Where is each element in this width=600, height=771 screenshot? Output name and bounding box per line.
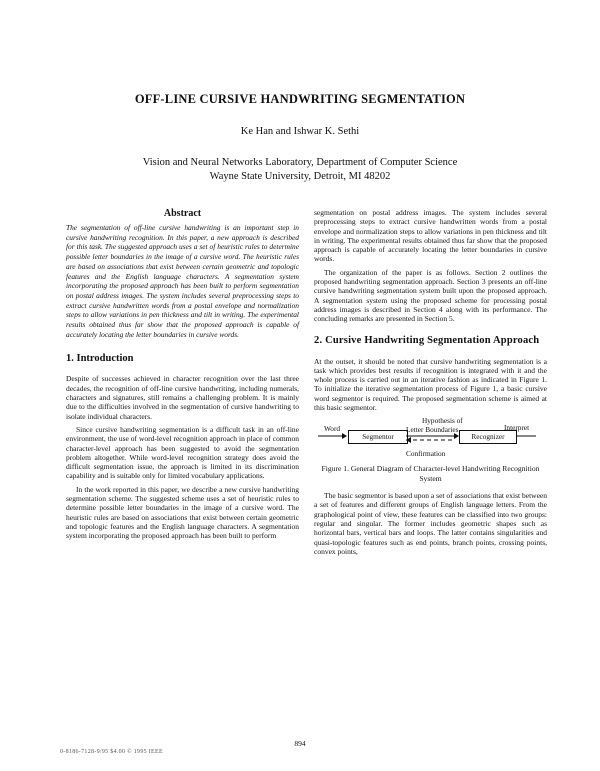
paper-title: OFF-LINE CURSIVE HANDWRITING SEGMENTATION	[134, 92, 466, 106]
intro-paragraph-1: Despite of successes achieved in character recognition over the last three decades, the recognition of off-line cursive handwriting, including numerals, characters and signatures, still remains a challenging problem. It is mainly due to the difficulties involved in the segmentation of cursive handwriting to isolate individual characters.	[66, 374, 299, 421]
left-column	[66, 208, 299, 544]
affiliation	[0, 156, 600, 184]
intro-paragraph-continued: segmentation on postal address images. The system includes several preprocessing steps to extract cursive handwritten words from a postal envelope and normalization steps to allow variations in pen thickness and tilt in writing. The experimental results obtained thus far show that the proposed approach is capable of accurately locating the letter boundaries in cursive words.	[314, 208, 547, 264]
figure-hypothesis-label: Hypothesis of	[422, 416, 463, 426]
figure-confirmation-label: Confirmation	[406, 449, 446, 459]
arrow-head-icon	[342, 433, 347, 439]
affiliation-line-1: Vision and Neural Networks Laboratory, Department of Computer Science	[142, 157, 458, 168]
basic-segmentor-paragraph: The basic segmentor is based upon a set of associations that exist between a set of features and different groups of English language letters. From the graphological point of view, these features can be classified into two groups: regular and singular. The former includes geometric shapes such as horizontal bars, vertical bars and loops. The latter contains singularities and quasi-topologic features such as end points, branch points, crossing points, convex points,	[314, 491, 547, 556]
right-column	[314, 208, 547, 560]
segmentor-box: Segmentor	[348, 430, 408, 444]
section2-paragraph-1: At the outset, it should be noted that cursive handwriting segmentation is a task which provides best results if recognition is integrated with it and the whole process is carried out in an iterative fashion as indicated in Figure 1. To initialize the iterative segmentation process of Figure 1, a basic cursive word segmentor is required. The proposed segmentation scheme is aimed at this basic segmentor.	[314, 356, 547, 413]
authors: Ke Han and Ishwar K. Sethi	[240, 126, 360, 137]
figure-word-label: Word	[324, 424, 341, 434]
section2-heading: 2. Cursive Handwriting Segmentation Approach	[314, 334, 540, 346]
organization-paragraph: The organization of the paper is as follows. Section 2 outlines the proposed handwriting segmentation approach. Section 3 presents an off-line cursive handwriting segmentation system built upon the proposed approach. A segmentation system using the proposed scheme for processing postal address images is described in Section 4 along with its performance. The concluding remarks are presented in Section 5.	[314, 267, 547, 324]
figure-interpret-label: Interpret	[504, 423, 530, 433]
abstract-text: The segmentation of off-line cursive handwriting is an important step in cursive handwriting recognition. In this paper, a new approach is described for this task. The suggested approach uses a set of heuristic rules to determine possible letter boundaries in the image of a cursive word. The heuristic rules are based on associations that exist between certain geometric and topologic features and the English language characters. A segmentation system incorporating the proposed approach has been built to perform segmentation on postal address images. The system includes several preprocessing steps to extract cursive handwritten words from a postal envelope and normalization steps to allow variations in pen thickness and tilt in writing. The experimental results obtained thus far show that the proposed approach is capable of accurately locating the letter boundaries in cursive words.	[66, 223, 299, 339]
intro-paragraph-3: In the work reported in this paper, we describe a new cursive handwriting segmentation scheme. The suggested scheme uses a set of heuristic rules to determine possible letter boundaries in the image of a cursive word. The heuristic rules are based on associations that exist between certain geometric and topologic features and the English language characters. A segmentation system incorporating the proposed approach has been built to perform	[66, 484, 299, 541]
figure-letter-boundaries-label: Letter Boundaries	[406, 425, 459, 435]
intro-paragraph-2: Since cursive handwriting segmentation is a difficult task in an off-line environment, the use of word-level recognition approach in place of common character-level approach has been suggested to avoid the segmentation problem altogether. While word-level recognition strategy does avoid the difficult segmentation issue, the approach is limited in its discrimination capability and is suitable only for limited vocabulary applications.	[66, 424, 299, 481]
introduction-heading: 1. Introduction	[66, 353, 134, 365]
figure-1-diagram	[314, 416, 547, 460]
page-number: 894	[294, 739, 306, 748]
figure-1-caption: Figure 1. General Diagram of Character-level Handwriting Recognition System	[321, 464, 540, 483]
recognizer-box: Recognizer	[459, 430, 517, 444]
isbn-footer: 0-8186-7128-9/95 $4.00 © 1995 IEEE	[60, 749, 163, 755]
affiliation-line-2: Wayne State University, Detroit, MI 48202	[209, 171, 391, 182]
abstract-heading: Abstract	[163, 208, 202, 219]
